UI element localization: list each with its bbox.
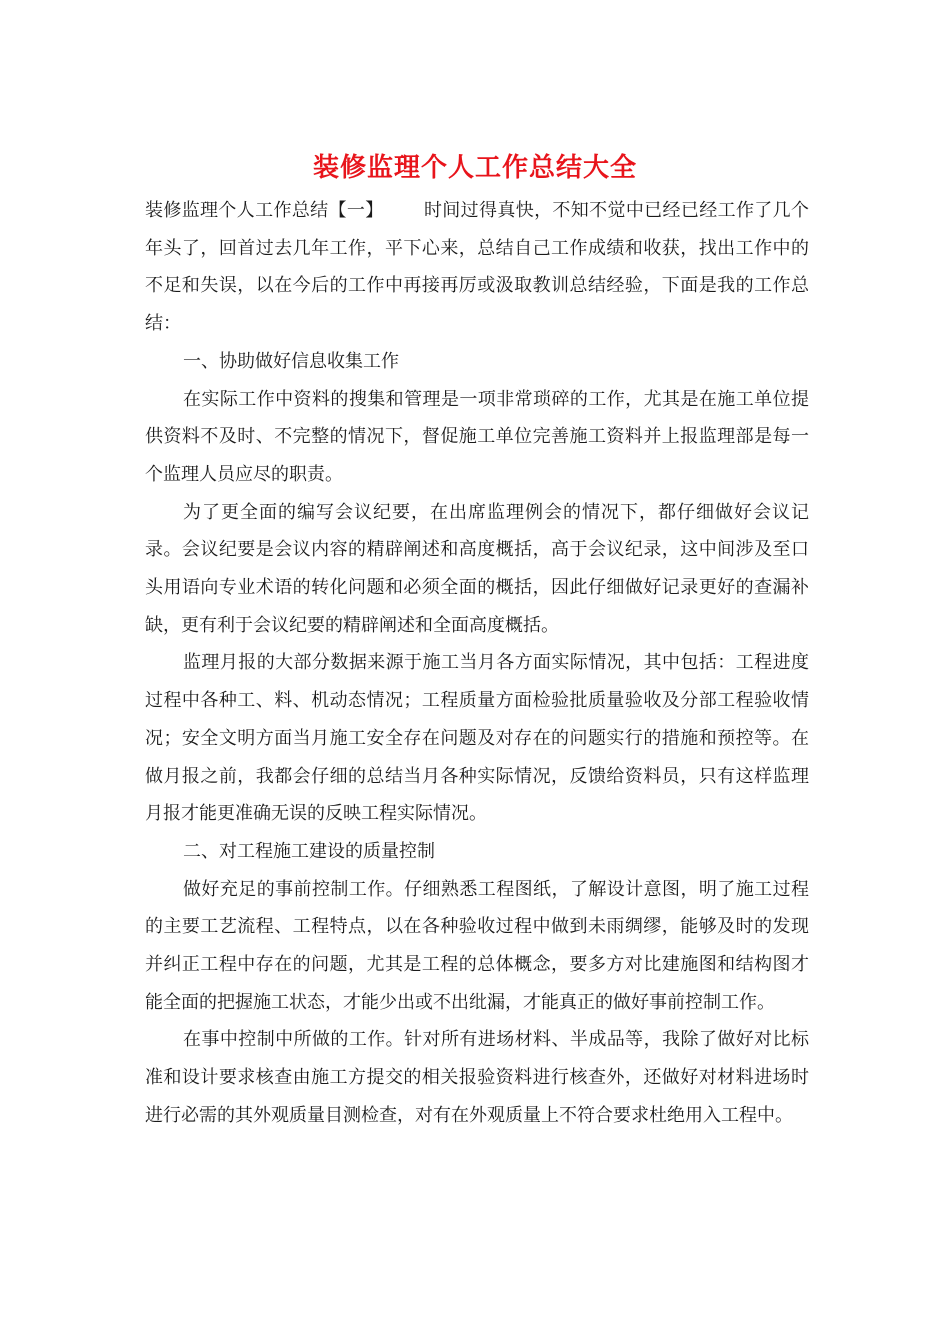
document-title: 装修监理个人工作总结大全 [312,153,637,183]
intro-paragraph [145,192,809,343]
intro-lead: 装修监理个人工作总结【一】 [145,200,384,221]
document-body [145,192,809,1135]
section-1-paragraph-2: 为了更全面的编写会议纪要，在出席监理例会的情况下，都仔细做好会议记录。会议纪要是会议内容的精辟阐述和高度概括，高于会议纪录，这中间涉及至口头用语向专业术语的转化问题和必须全面的概括，因此仔细做好记录更好的查漏补缺，更有利于会议纪要的精辟阐述和全面高度概括。 [145,501,809,636]
intro-text: 时间过得真快，不知不觉中已经已经工作了几个年头了，回首过去几年工作，平下心来，总结自己工作成绩和收获，找出工作中的不足和失误，以在今后的工作中再接再厉或汲取教训总结经验，下面是我的工作总结： [145,200,810,335]
section-2-heading: 二、对工程施工建设的质量控制 [183,840,435,862]
section-1-paragraph-1: 在实际工作中资料的搜集和管理是一项非常琐碎的工作，尤其是在施工单位提供资料不及时、不完整的情况下，督促施工单位完善施工资料并上报监理部是每一个监理人员应尽的职责。 [145,388,809,485]
section-2-paragraph-1: 做好充足的事前控制工作。仔细熟悉工程图纸，了解设计意图，明了施工过程的主要工艺流程、工程特点，以在各种验收过程中做到未雨绸缪，能够及时的发现并纠正工程中存在的问题，尤其是工程的总体概念，要多方对比建施图和结构图才能全面的把握施工状态，才能少出或不出纰漏，才能真正的做好事前控制工作。 [145,878,809,1013]
section-2-paragraph-2: 在事中控制中所做的工作。针对所有进场材料、半成品等，我除了做好对比标准和设计要求核查由施工方提交的相关报验资料进行核查外，还做好对材料进场时进行必需的其外观质量目测检查，对有在外观质量上不符合要求杜绝用入工程中。 [145,1029,809,1126]
section-1-heading: 一、协助做好信息收集工作 [183,350,399,372]
section-1-paragraph-3: 监理月报的大部分数据来源于施工当月各方面实际情况，其中包括：工程进度过程中各种工、料、机动态情况；工程质量方面检验批质量验收及分部工程验收情况；安全文明方面当月施工安全存在问题及对存在的问题实行的措施和预控等。在做月报之前，我都会仔细的总结当月各种实际情况，反馈给资料员，只有这样监理月报才能更准确无误的反映工程实际情况。 [145,652,809,825]
